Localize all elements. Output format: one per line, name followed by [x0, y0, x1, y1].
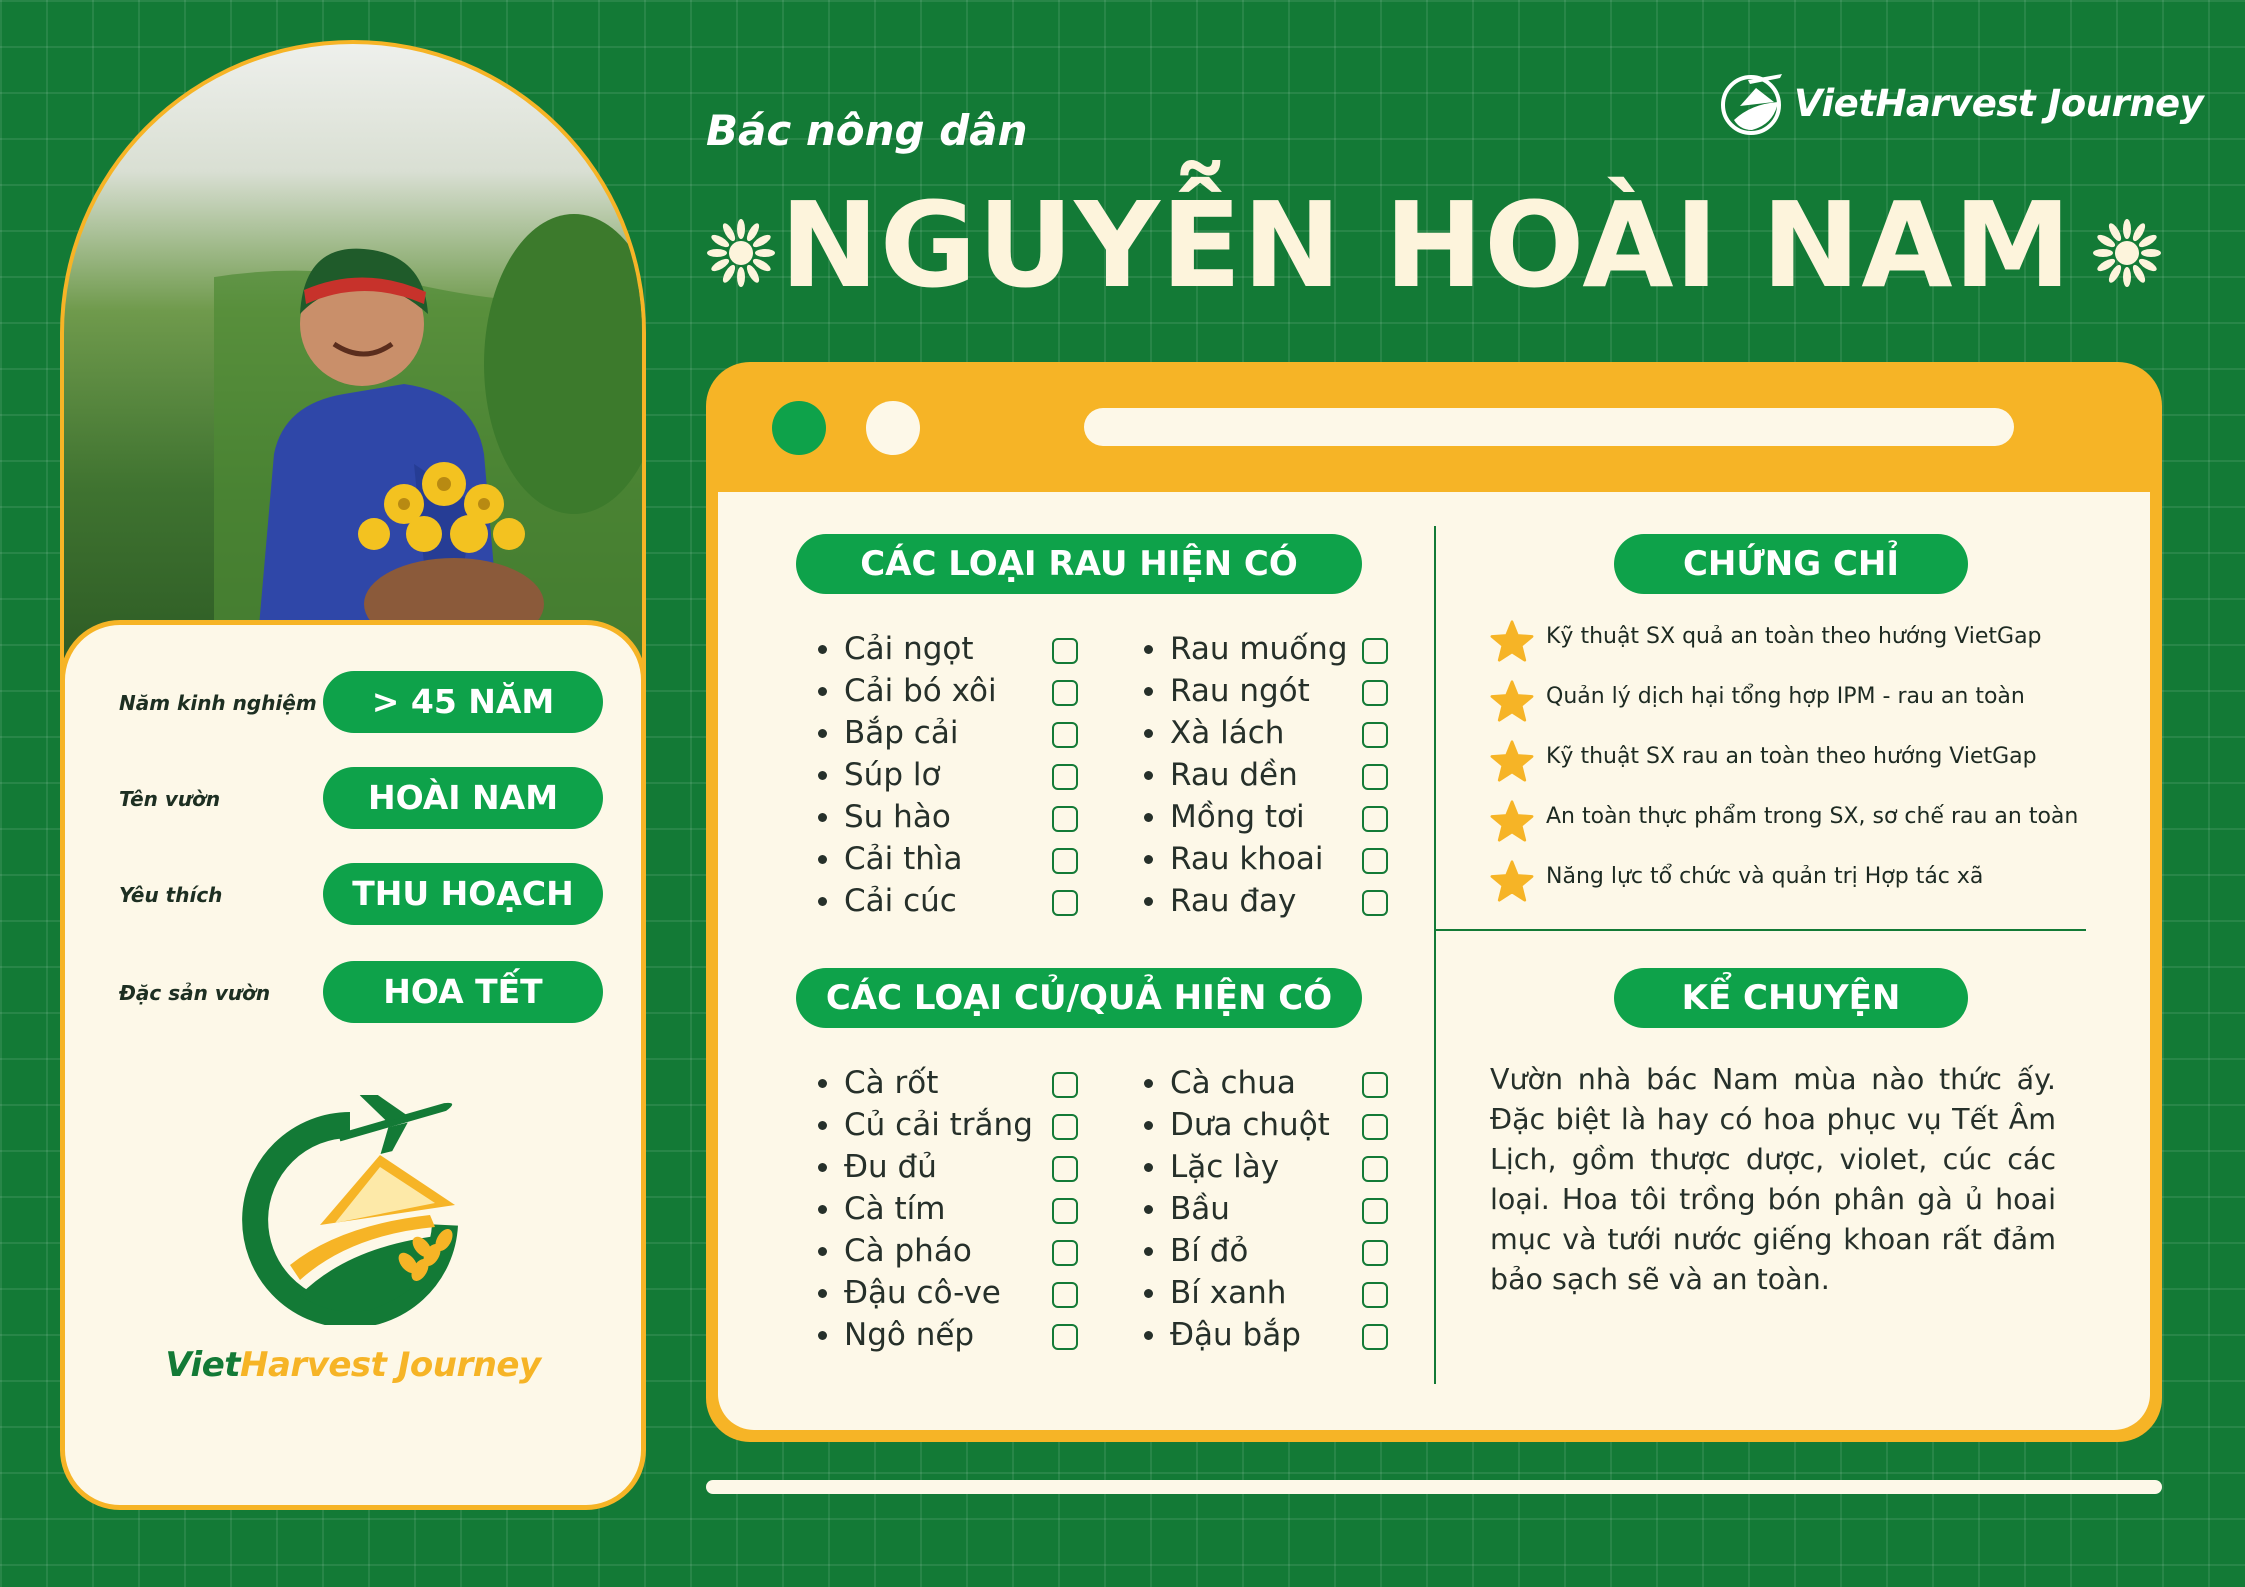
list-item[interactable] — [1144, 1188, 1424, 1230]
item-label: Rau đay — [1170, 883, 1297, 919]
list-item[interactable] — [818, 754, 1098, 796]
star-icon — [1490, 620, 1534, 662]
certificate-text: An toàn thực phẩm trong SX, sơ chế rau an toàn — [1546, 804, 2079, 829]
list-item[interactable] — [1144, 1230, 1424, 1272]
checkbox-icon[interactable] — [1362, 722, 1388, 748]
item-label: Cà rốt — [844, 1065, 939, 1101]
bottom-bar — [706, 1480, 2162, 1494]
item-label: Súp lơ — [844, 757, 941, 793]
list-item[interactable] — [1144, 1104, 1424, 1146]
page-subtitle: Bác nông dân — [706, 106, 1028, 155]
list-item[interactable] — [1144, 838, 1424, 880]
item-label: Ngô nếp — [844, 1317, 975, 1353]
checkbox-icon[interactable] — [1362, 1324, 1388, 1350]
brand-name-part1: Viet — [165, 1345, 241, 1385]
checkbox-icon[interactable] — [1362, 806, 1388, 832]
window-dot-green — [772, 401, 826, 455]
brand-wordmark — [65, 1345, 641, 1385]
list-item[interactable] — [818, 838, 1098, 880]
checkbox-icon[interactable] — [1362, 764, 1388, 790]
item-label: Đậu bắp — [1170, 1317, 1301, 1353]
item-label: Bầu — [1170, 1191, 1230, 1227]
section-title-vegetables: CÁC LOẠI RAU HIỆN CÓ — [796, 534, 1362, 594]
item-label: Đu đủ — [844, 1149, 937, 1185]
profile-label: Năm kinh nghiệm — [119, 691, 317, 715]
list-item[interactable] — [818, 796, 1098, 838]
checkbox-icon[interactable] — [1052, 1198, 1078, 1224]
item-label: Cải bó xôi — [844, 673, 997, 709]
item-label: Cải ngọt — [844, 631, 974, 667]
item-label: Lặc lày — [1170, 1149, 1280, 1185]
item-label: Bắp cải — [844, 715, 959, 751]
item-label: Dưa chuột — [1170, 1107, 1330, 1143]
item-label: Cà tím — [844, 1191, 946, 1227]
checkbox-icon[interactable] — [1362, 1240, 1388, 1266]
brand-header-text: VietHarvest Journey — [1794, 81, 2204, 125]
horizontal-divider — [1436, 929, 2086, 931]
item-label: Bí xanh — [1170, 1275, 1287, 1311]
list-item[interactable] — [818, 1188, 1098, 1230]
story-text: Vườn nhà bác Nam mùa nào thức ấy. Đặc biệt là hay có hoa phục vụ Tết Âm Lịch, gồm thược dược, violet, cúc các loại. Hoa tôi trồng bón phân gà ủ hoai mục và tưới nước giếng khoan rất đảm bảo sạch sẽ và an toàn. — [1490, 1063, 2056, 1296]
checkbox-icon[interactable] — [1362, 1156, 1388, 1182]
farmer-name: NGUYỄN HOÀI NAM — [780, 176, 2073, 314]
profile-row-experience — [65, 671, 641, 735]
item-label: Rau ngót — [1170, 673, 1310, 709]
certificate-text: Kỹ thuật SX quả an toàn theo hướng VietGap — [1546, 624, 2042, 649]
bullet-icon — [1144, 897, 1153, 906]
checkbox-icon[interactable] — [1362, 1282, 1388, 1308]
vertical-divider — [1434, 526, 1436, 1384]
bullet-icon — [1144, 1289, 1153, 1298]
bullet-icon — [818, 771, 827, 780]
profile-label: Yêu thích — [119, 883, 223, 907]
list-item[interactable] — [818, 880, 1098, 922]
item-label: Su hào — [844, 799, 951, 835]
bullet-icon — [818, 1121, 827, 1130]
item-label: Rau muống — [1170, 631, 1348, 667]
checkbox-icon[interactable] — [1052, 1324, 1078, 1350]
certificate-text: Năng lực tổ chức và quản trị Hợp tác xã — [1546, 864, 1984, 889]
star-icon — [1490, 860, 1534, 902]
list-item[interactable] — [818, 1062, 1098, 1104]
bullet-icon — [818, 687, 827, 696]
checkbox-icon[interactable] — [1052, 890, 1078, 916]
bullet-icon — [1144, 1163, 1153, 1172]
list-item[interactable] — [1144, 712, 1424, 754]
bullet-icon — [818, 729, 827, 738]
checkbox-icon[interactable] — [1052, 764, 1078, 790]
farmer-photo — [60, 40, 646, 680]
profile-card — [60, 620, 646, 1510]
list-item[interactable] — [818, 712, 1098, 754]
roots-list-col1 — [818, 1062, 1098, 1356]
profile-row-garden-name — [65, 767, 641, 831]
bullet-icon — [1144, 813, 1153, 822]
profile-row-specialty — [65, 961, 641, 1025]
list-item[interactable] — [818, 670, 1098, 712]
bullet-icon — [818, 855, 827, 864]
checkbox-icon[interactable] — [1052, 1072, 1078, 1098]
star-icon — [1490, 680, 1534, 722]
profile-value: THU HOẠCH — [323, 863, 603, 925]
profile-row-favorite — [65, 863, 641, 927]
item-label: Đậu cô-ve — [844, 1275, 1001, 1311]
item-label: Bí đỏ — [1170, 1233, 1249, 1269]
list-item[interactable] — [1144, 1146, 1424, 1188]
star-icon — [1490, 800, 1534, 842]
bullet-icon — [818, 1079, 827, 1088]
list-item[interactable] — [1144, 754, 1424, 796]
section-title-roots-fruits: CÁC LOẠI CỦ/QUẢ HIỆN CÓ — [796, 968, 1362, 1028]
profile-label: Tên vườn — [119, 787, 221, 811]
bullet-icon — [1144, 855, 1153, 864]
checkbox-icon[interactable] — [1052, 1114, 1078, 1140]
item-label: Cà chua — [1170, 1065, 1296, 1101]
airplane-logo-icon — [230, 1095, 470, 1325]
checkbox-icon[interactable] — [1362, 1114, 1388, 1140]
checkbox-icon[interactable] — [1052, 722, 1078, 748]
list-item[interactable] — [818, 1314, 1098, 1356]
sunburst-icon — [2092, 218, 2162, 288]
item-label: Cải cúc — [844, 883, 957, 919]
checkbox-icon[interactable] — [1052, 638, 1078, 664]
profile-value: > 45 NĂM — [323, 671, 603, 733]
checkbox-icon[interactable] — [1362, 1072, 1388, 1098]
section-title-story: KỂ CHUYỆN — [1614, 968, 1968, 1028]
checkbox-icon[interactable] — [1052, 1282, 1078, 1308]
item-label: Củ cải trắng — [844, 1107, 1033, 1143]
list-item[interactable] — [818, 1104, 1098, 1146]
list-item[interactable] — [818, 1230, 1098, 1272]
bullet-icon — [1144, 729, 1153, 738]
profile-value: HOÀI NAM — [323, 767, 603, 829]
bullet-icon — [818, 1205, 827, 1214]
list-item[interactable] — [1144, 670, 1424, 712]
item-label: Cà pháo — [844, 1233, 972, 1269]
bullet-icon — [1144, 1121, 1153, 1130]
item-label: Xà lách — [1170, 715, 1285, 751]
list-item[interactable] — [1144, 1314, 1424, 1356]
vegetable-list-col1 — [818, 628, 1098, 922]
bullet-icon — [818, 897, 827, 906]
profile-value: HOA TẾT — [323, 961, 603, 1023]
checkbox-icon[interactable] — [1362, 848, 1388, 874]
list-item[interactable] — [1144, 1062, 1424, 1104]
item-label: Mồng tơi — [1170, 799, 1305, 835]
profile-label: Đặc sản vườn — [119, 981, 271, 1005]
list-item[interactable] — [1144, 796, 1424, 838]
checkbox-icon[interactable] — [1362, 638, 1388, 664]
bullet-icon — [818, 813, 827, 822]
checkbox-icon[interactable] — [1052, 848, 1078, 874]
checkbox-icon[interactable] — [1052, 680, 1078, 706]
list-item[interactable] — [818, 1146, 1098, 1188]
checkbox-icon[interactable] — [1052, 1240, 1078, 1266]
bullet-icon — [818, 1247, 827, 1256]
list-item[interactable] — [1144, 1272, 1424, 1314]
bullet-icon — [1144, 1247, 1153, 1256]
checkbox-icon[interactable] — [1052, 806, 1078, 832]
bullet-icon — [818, 1331, 827, 1340]
certificate-text: Quản lý dịch hại tổng hợp IPM - rau an toàn — [1546, 684, 2025, 709]
bullet-icon — [1144, 1205, 1153, 1214]
bullet-icon — [818, 1289, 827, 1298]
farmer-illustration — [214, 204, 646, 680]
roots-list-col2 — [1144, 1062, 1424, 1356]
star-icon — [1490, 740, 1534, 782]
brand-name-part2: Harvest Journey — [240, 1345, 541, 1385]
bullet-icon — [1144, 1079, 1153, 1088]
airplane-logo-icon — [1716, 68, 1786, 138]
checkbox-icon[interactable] — [1362, 890, 1388, 916]
item-label: Rau khoai — [1170, 841, 1324, 877]
checkbox-icon[interactable] — [1362, 1198, 1388, 1224]
item-label: Cải thìa — [844, 841, 963, 877]
list-item[interactable] — [1144, 880, 1424, 922]
bullet-icon — [1144, 645, 1153, 654]
certificate-text: Kỹ thuật SX rau an toàn theo hướng VietGap — [1546, 744, 2037, 769]
list-item[interactable] — [1144, 628, 1424, 670]
checkbox-icon[interactable] — [1052, 1156, 1078, 1182]
item-label: Rau dền — [1170, 757, 1298, 793]
list-item[interactable] — [818, 1272, 1098, 1314]
vegetable-list-col2 — [1144, 628, 1424, 922]
bullet-icon — [1144, 687, 1153, 696]
window-dot-cream — [866, 401, 920, 455]
address-bar — [1084, 408, 2014, 446]
section-title-certificates: CHỨNG CHỈ — [1614, 534, 1968, 594]
sunburst-icon — [706, 218, 776, 288]
brand-header — [1716, 68, 2203, 138]
checkbox-icon[interactable] — [1362, 680, 1388, 706]
bullet-icon — [1144, 1331, 1153, 1340]
bullet-icon — [818, 1163, 827, 1172]
bullet-icon — [1144, 771, 1153, 780]
bullet-icon — [818, 645, 827, 654]
list-item[interactable] — [818, 628, 1098, 670]
